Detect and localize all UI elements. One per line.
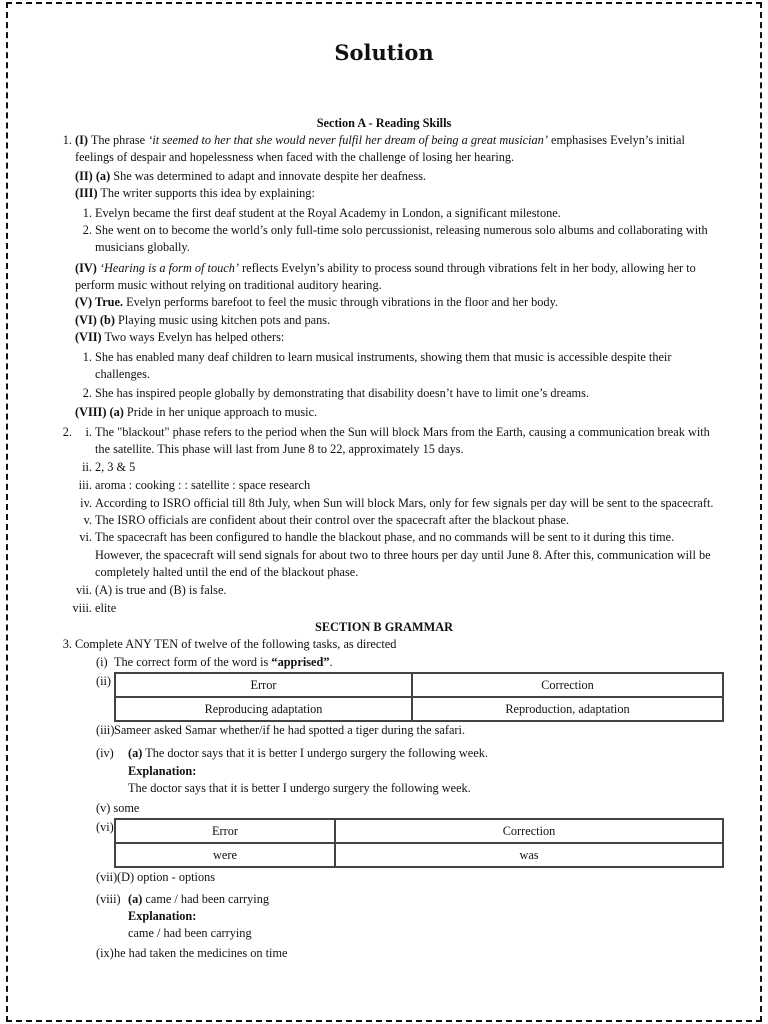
- answer-quote: ‘Hearing is a form of touch’: [96, 261, 239, 275]
- answer-word: “apprised”: [271, 655, 330, 669]
- table-cell: was: [335, 843, 723, 867]
- question-number: 2.: [62, 425, 72, 439]
- answer-label: (III): [75, 186, 98, 200]
- question-number: 3.: [62, 637, 72, 651]
- answer-text: Pride in her unique approach to music.: [123, 405, 318, 419]
- question-number: 1.: [62, 133, 72, 147]
- answer-3-i: [114, 654, 333, 671]
- answer-1-v: [75, 294, 558, 311]
- question-instruction: Complete ANY TEN of twelve of the following tasks, as directed: [75, 637, 397, 651]
- list-item: the satellite. This phase will last from June 8 to 22, approximately 15 days.: [95, 442, 464, 456]
- list-item: (A) is true and (B) is false.: [95, 583, 227, 597]
- table-header: Error: [115, 673, 412, 697]
- list-item-number: iv.: [80, 496, 92, 510]
- answer-1-ii: [75, 168, 426, 185]
- answer-1-i: [75, 132, 685, 149]
- explanation-label: Explanation:: [128, 764, 197, 778]
- table-header: Error: [115, 819, 335, 843]
- list-item-number: ii.: [82, 460, 92, 474]
- answer-label: (vii): [96, 870, 118, 884]
- answer-label: (VIII) (a): [75, 405, 124, 419]
- answer-text: She was determined to adapt and innovate despite her deafness.: [110, 169, 427, 183]
- list-item-number: 2.: [82, 386, 92, 400]
- page-title: Solution: [334, 40, 434, 65]
- answer-1-iv: [75, 260, 696, 277]
- answer-text: reflects Evelyn’s ability to process sound through vibrations felt in her body, allowing her to: [238, 261, 696, 275]
- list-item: However, the spacecraft will send signals for about two to three hours per day until June 8. After this, communication will be: [95, 548, 711, 562]
- list-item-number: v.: [83, 513, 92, 527]
- table-cell: Reproduction, adaptation: [412, 697, 723, 721]
- list-item-number: vii.: [75, 583, 92, 597]
- table-cell: Reproducing adaptation: [115, 697, 412, 721]
- answer-1-iii: [75, 185, 315, 202]
- answer-label: (VII): [75, 330, 102, 344]
- list-item: challenges.: [95, 367, 150, 381]
- list-item: She went on to become the world’s only full-time solo percussionist, releasing numerous solo albums and collaborating with: [95, 223, 708, 237]
- answer-text: perform music without relying on traditional auditory hearing.: [75, 278, 382, 292]
- answer-text: Evelyn performs barefoot to feel the music through vibrations in the floor and her body.: [123, 295, 558, 309]
- list-item-number: vi.: [79, 530, 92, 544]
- answer-text: some: [113, 801, 140, 815]
- answer-label: (vi): [96, 820, 114, 834]
- answer-1-vii: [75, 329, 284, 346]
- answer-3-viii: [128, 891, 269, 908]
- list-item: She has enabled many deaf children to learn musical instruments, showing them that music is accessible despite their: [95, 350, 672, 364]
- answer-label: (i): [96, 655, 108, 669]
- section-a-heading: Section A - Reading Skills: [316, 116, 452, 130]
- list-item: elite: [95, 601, 117, 615]
- answer-text: came / had been carrying: [142, 892, 270, 906]
- answer-text: Sameer asked Samar whether/if he had spotted a tiger during the safari.: [114, 723, 466, 737]
- list-item-number: 2.: [82, 223, 92, 237]
- answer-label: (II) (a): [75, 169, 111, 183]
- list-item: musicians globally.: [95, 240, 190, 254]
- error-correction-table: [114, 672, 724, 722]
- list-item-number: 1.: [82, 350, 92, 364]
- explanation-text: came / had been carrying: [128, 926, 252, 940]
- answer-text: feelings of despair and hopelessness when faced with the challenge of losing her hearing.: [75, 150, 515, 164]
- answer-label: (IV): [75, 261, 97, 275]
- answer-text: he had taken the medicines on time: [114, 946, 288, 960]
- answer-label: (I): [75, 133, 88, 147]
- answer-text: The phrase: [90, 133, 149, 147]
- answer-text: The correct form of the word is: [114, 655, 272, 669]
- list-item: The ISRO officials are confident about their control over the spacecraft after the blackout phase.: [95, 513, 570, 527]
- answer-3-iv: [128, 745, 488, 762]
- answer-3-v: [96, 800, 139, 817]
- list-item: She has inspired people globally by demonstrating that disability doesn’t have to limit one’s dreams.: [95, 386, 589, 400]
- answer-text: Two ways Evelyn has helped others:: [101, 330, 285, 344]
- answer-label: (VI) (b): [75, 313, 115, 327]
- list-item: aroma : cooking : : satellite : space research: [95, 478, 311, 492]
- answer-option: (a): [128, 746, 143, 760]
- answer-label: (iii): [96, 723, 115, 737]
- answer-label: (V) True.: [75, 295, 124, 309]
- explanation-label: Explanation:: [128, 909, 197, 923]
- table-cell: were: [115, 843, 335, 867]
- answer-text: The doctor says that it is better I undergo surgery the following week.: [142, 746, 488, 760]
- answer-label: (ii): [96, 674, 112, 688]
- answer-1-vi: [75, 312, 330, 329]
- answer-text: .: [329, 655, 333, 669]
- list-item-number: 1.: [82, 206, 92, 220]
- answer-quote: ‘it seemed to her that she would never fulfil her dream of being a great musician’: [148, 133, 548, 147]
- answer-text: The writer supports this idea by explaining:: [97, 186, 315, 200]
- answer-text: emphasises Evelyn’s initial: [547, 133, 685, 147]
- answer-text: Playing music using kitchen pots and pans.: [114, 313, 331, 327]
- error-correction-table: [114, 818, 724, 868]
- list-item: Evelyn became the first deaf student at the Royal Academy in London, a significant milestone.: [95, 206, 561, 220]
- list-item: The "blackout" phase refers to the period when the Sun will block Mars from the Earth, causing a communication break with: [95, 425, 710, 439]
- section-b-heading: SECTION B GRAMMAR: [314, 620, 453, 634]
- table-header: Correction: [335, 819, 723, 843]
- answer-label: (iv): [96, 746, 114, 760]
- list-item: The spacecraft has been configured to handle the blackout phase, and no commands will be sent to it during this time.: [95, 530, 675, 544]
- answer-label: (v): [96, 801, 111, 815]
- list-item: 2, 3 & 5: [95, 460, 136, 474]
- list-item: completely halted until the end of the blackout phase.: [95, 565, 359, 579]
- answer-option: (a): [128, 892, 143, 906]
- table-header: Correction: [412, 673, 723, 697]
- list-item-number: viii.: [72, 601, 92, 615]
- answer-label: (viii): [96, 892, 121, 906]
- explanation-text: The doctor says that it is better I undergo surgery the following week.: [128, 781, 471, 795]
- list-item-number: iii.: [78, 478, 92, 492]
- list-item-number: i.: [85, 425, 92, 439]
- list-item: According to ISRO official till 8th July, when Sun will block Mars, only for few signals per day will be sent to the spacecraft.: [95, 496, 714, 510]
- answer-1-viii: [75, 404, 317, 421]
- answer-label: (ix): [96, 946, 114, 960]
- answer-text: (D) option - options: [117, 870, 216, 884]
